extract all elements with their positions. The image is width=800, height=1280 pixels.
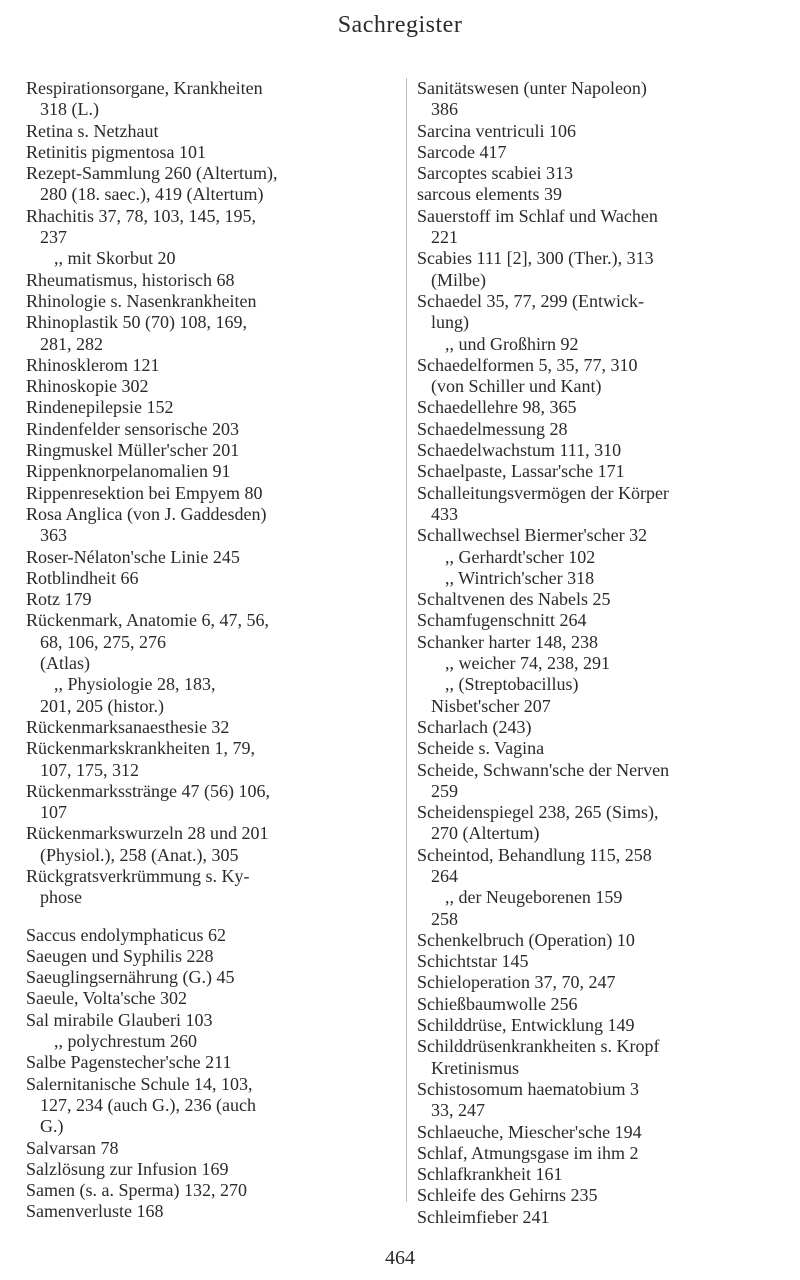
index-entry <box>417 291 777 355</box>
index-entry <box>26 547 401 568</box>
index-entry <box>26 1052 401 1073</box>
index-entry-heading: Retinitis pigmentosa 101 <box>26 141 206 162</box>
index-entry-heading: Schaedelmessung 28 <box>417 418 568 439</box>
index-entry-heading: Rippenresektion bei Empyem 80 <box>26 482 263 503</box>
index-entry-continuation: 237 <box>40 227 67 248</box>
index-entry-heading: Schaedelwachstum 111, 310 <box>417 440 622 461</box>
index-entry-heading: Schleife des Gehirns 235 <box>417 1185 598 1206</box>
index-entry <box>26 483 401 504</box>
index-entry <box>26 142 401 163</box>
index-entry-continuation: ,, mit Skorbut 20 <box>54 248 176 269</box>
index-entry-heading: Rosa Anglica (von J. Gaddesden) <box>26 503 267 524</box>
index-entry-heading: Rückenmarkswurzeln 28 und 201 <box>26 823 269 844</box>
index-entry-heading: Scheide s. Vagina <box>417 738 545 759</box>
index-entry-continuation: Nisbet'scher 207 <box>431 695 551 716</box>
index-entry <box>26 504 401 547</box>
index-entry-heading: Scabies 111 [2], 300 (Ther.), 313 <box>417 248 654 269</box>
index-entry-continuation: lung) <box>431 312 469 333</box>
index-entry-heading: Rhinologie s. Nasenkrankheiten <box>26 290 257 311</box>
index-column-right <box>417 78 777 1228</box>
index-entry-heading: Schichtstar 145 <box>417 951 529 972</box>
index-entry-heading: Schallwechsel Biermer'scher 32 <box>417 525 648 546</box>
index-entry-continuation: ,, weicher 74, 238, 291 <box>445 653 610 674</box>
index-entry <box>26 1159 401 1180</box>
index-entry-continuation: 270 (Altertum) <box>431 823 540 844</box>
index-entry-heading: Rheumatismus, historisch 68 <box>26 269 235 290</box>
index-entry-heading: sarcous elements 39 <box>417 184 562 205</box>
index-entry-heading: Schaelpaste, Lassar'sche 171 <box>417 461 625 482</box>
index-entry-heading: Samen (s. a. Sperma) 132, 270 <box>26 1180 247 1201</box>
index-entry <box>417 589 777 610</box>
index-entry <box>417 738 777 759</box>
index-entry <box>417 163 777 184</box>
index-entry-continuation: ,, polychrestum 260 <box>54 1031 197 1052</box>
index-entry <box>417 397 777 418</box>
index-entry-continuation: ,, Wintrich'scher 318 <box>445 567 595 588</box>
index-entry-continuation: 221 <box>431 227 458 248</box>
index-entry <box>26 206 401 270</box>
index-entry-heading: Schaedellehre 98, 365 <box>417 397 577 418</box>
index-entry-heading: Saeule, Volta'sche 302 <box>26 988 188 1009</box>
index-entry-heading: Saeugen und Syphilis 228 <box>26 945 214 966</box>
index-entry <box>26 461 401 482</box>
index-entry-heading: Schlafkrankheit 161 <box>417 1164 563 1185</box>
index-entry-continuation: 281, 282 <box>40 333 103 354</box>
index-entry-heading: Rückenmarkskrankheiten 1, 79, <box>26 738 255 759</box>
index-entry-continuation: 258 <box>431 908 458 929</box>
index-entry <box>417 1143 777 1164</box>
index-entry <box>26 397 401 418</box>
index-entry <box>26 823 401 866</box>
index-entry-heading: Schleimfieber 241 <box>417 1206 550 1227</box>
index-entry-continuation: 127, 234 (auch G.), 236 (auch <box>40 1094 256 1115</box>
index-entry-heading: Sarcoptes scabiei 313 <box>417 163 573 184</box>
index-entry-continuation: G.) <box>40 1116 64 1137</box>
index-entry-heading: Sarcina ventriculi 106 <box>417 120 576 141</box>
index-entry <box>417 483 777 526</box>
index-entry <box>417 440 777 461</box>
index-entry-heading: Schanker harter 148, 238 <box>417 631 598 652</box>
index-entry <box>26 355 401 376</box>
index-entry-heading: Samenverluste 168 <box>26 1201 164 1222</box>
index-entry <box>417 717 777 738</box>
index-entry-heading: Respirationsorgane, Krankheiten <box>26 78 263 98</box>
index-entry-continuation: Kretinismus <box>431 1057 519 1078</box>
index-entry <box>26 925 401 946</box>
index-entry-heading: Rindenepilepsie 152 <box>26 397 174 418</box>
index-entry <box>417 1122 777 1143</box>
index-entry <box>417 994 777 1015</box>
index-entry <box>26 866 401 909</box>
index-entry-heading: Salbe Pagenstecher'sche 211 <box>26 1052 232 1073</box>
index-entry <box>26 781 401 824</box>
index-entry <box>26 1074 401 1138</box>
index-entry <box>417 610 777 631</box>
index-entry-heading: Saccus endolymphaticus 62 <box>26 924 226 945</box>
index-entry <box>26 946 401 967</box>
index-entry <box>26 121 401 142</box>
index-entry-heading: Schaedelformen 5, 35, 77, 310 <box>417 354 638 375</box>
index-entry-heading: Schieloperation 37, 70, 247 <box>417 972 616 993</box>
index-entry-heading: Rippenknorpelanomalien 91 <box>26 461 231 482</box>
index-entry-heading: Rezept-Sammlung 260 (Altertum), <box>26 163 278 184</box>
index-entry <box>26 440 401 461</box>
index-entry <box>417 1079 777 1122</box>
index-entry-heading: Schamfugenschnitt 264 <box>417 610 587 631</box>
index-entry <box>26 312 401 355</box>
index-entry-continuation: 433 <box>431 503 458 524</box>
index-entry-heading: Schlaeuche, Miescher'sche 194 <box>417 1121 642 1142</box>
index-entry <box>417 1036 777 1079</box>
index-entry <box>26 717 401 738</box>
index-entry-heading: Rhinoskopie 302 <box>26 376 149 397</box>
column-divider <box>406 78 407 1202</box>
index-entry <box>26 967 401 988</box>
index-entry-heading: Rückgratsverkrümmung s. Ky- <box>26 865 250 886</box>
index-entry <box>417 419 777 440</box>
index-entry <box>26 419 401 440</box>
index-entry <box>417 930 777 951</box>
index-entry-heading: Sal mirabile Glauberi 103 <box>26 1009 213 1030</box>
page-number: 464 <box>385 1247 415 1269</box>
index-entry-heading: Schenkelbruch (Operation) 10 <box>417 929 635 950</box>
index-entry-heading: Schlaf, Atmungsgase im ihm 2 <box>417 1142 639 1163</box>
index-entry-heading: Salernitanische Schule 14, 103, <box>26 1073 253 1094</box>
index-entry <box>417 142 777 163</box>
index-entry-heading: Rotz 179 <box>26 589 92 610</box>
index-entry <box>26 376 401 397</box>
index-entry-continuation: 264 <box>431 865 458 886</box>
index-entry-continuation: ,, der Neugeborenen 159 <box>445 887 623 908</box>
index-entry <box>417 525 777 589</box>
index-entry <box>26 1180 401 1201</box>
index-entry-heading: Rückenmarksstränge 47 (56) 106, <box>26 780 270 801</box>
index-entry <box>417 845 777 930</box>
index-entry-continuation: ,, Gerhardt'scher 102 <box>445 546 596 567</box>
index-entry <box>417 248 777 291</box>
index-entry <box>417 951 777 972</box>
index-entry-heading: Sarcode 417 <box>417 141 507 162</box>
index-entry-continuation: 280 (18. saec.), 419 (Altertum) <box>40 184 264 205</box>
index-entry-heading: Schießbaumwolle 256 <box>417 993 578 1014</box>
index-entry-continuation: (Physiol.), 258 (Anat.), 305 <box>40 844 239 865</box>
index-entry <box>417 760 777 803</box>
index-entry-heading: Scheidenspiegel 238, 265 (Sims), <box>417 802 659 823</box>
index-entry-heading: Schilddrüsenkrankheiten s. Kropf <box>417 1036 660 1057</box>
index-entry-heading: Schalleitungsvermögen der Körper <box>417 482 669 503</box>
index-entry <box>417 1164 777 1185</box>
index-entry <box>417 184 777 205</box>
index-entry-continuation: phose <box>40 887 82 908</box>
index-entry-heading: Sanitätswesen (unter Napoleon) <box>417 78 647 98</box>
index-entry-continuation: (Milbe) <box>431 269 486 290</box>
index-entry-heading: Saeuglingsernährung (G.) 45 <box>26 967 235 988</box>
index-entry-continuation: 33, 247 <box>431 1100 485 1121</box>
index-entry <box>417 461 777 482</box>
index-entry <box>417 1015 777 1036</box>
index-entry <box>417 972 777 993</box>
index-entry-heading: Rhachitis 37, 78, 103, 145, 195, <box>26 205 256 226</box>
index-entry-continuation: ,, Physiologie 28, 183, <box>54 674 216 695</box>
index-entry-continuation: 107, 175, 312 <box>40 759 139 780</box>
index-entry-heading: Schaedel 35, 77, 299 (Entwick- <box>417 290 644 311</box>
index-entry-heading: Rückenmarksanaesthesie 32 <box>26 716 230 737</box>
index-entry-continuation: ,, (Streptobacillus) <box>445 674 579 695</box>
index-entry-heading: Scheide, Schwann'sche der Nerven <box>417 759 670 780</box>
index-entry <box>26 568 401 589</box>
index-entry-continuation: ,, und Großhirn 92 <box>445 333 579 354</box>
index-entry <box>26 988 401 1009</box>
index-entry <box>417 1185 777 1206</box>
index-entry <box>417 1207 777 1228</box>
index-entry-heading: Rückenmark, Anatomie 6, 47, 56, <box>26 610 269 631</box>
index-entry-continuation: 259 <box>431 780 458 801</box>
index-entry-heading: Rhinosklerom 121 <box>26 354 160 375</box>
index-entry <box>26 1201 401 1222</box>
index-entry <box>26 270 401 291</box>
index-entry-heading: Schistosomum haematobium 3 <box>417 1078 639 1099</box>
index-entry <box>26 610 401 716</box>
index-entry <box>417 78 777 121</box>
index-entry-continuation: 68, 106, 275, 276 <box>40 631 166 652</box>
index-entry <box>26 738 401 781</box>
index-entry <box>26 1138 401 1159</box>
index-entry <box>417 121 777 142</box>
index-entry-continuation: 363 <box>40 525 67 546</box>
section-gap <box>26 909 401 925</box>
index-entry-heading: Rindenfelder sensorische 203 <box>26 418 239 439</box>
index-entry-heading: Scheintod, Behandlung 115, 258 <box>417 844 652 865</box>
index-entry-heading: Rotblindheit 66 <box>26 567 139 588</box>
index-entry-heading: Salzlösung zur Infusion 169 <box>26 1158 229 1179</box>
index-entry-heading: Scharlach (243) <box>417 716 532 737</box>
page-header: Sachregister <box>337 12 463 38</box>
index-entry-continuation: 201, 205 (histor.) <box>40 695 164 716</box>
index-entry <box>26 589 401 610</box>
index-entry-heading: Sauerstoff im Schlaf und Wachen <box>417 205 658 226</box>
index-entry <box>26 291 401 312</box>
index-entry <box>26 1010 401 1053</box>
index-entry-continuation: 107 <box>40 802 67 823</box>
index-entry-heading: Retina s. Netzhaut <box>26 120 159 141</box>
index-entry <box>417 206 777 249</box>
index-entry-heading: Ringmuskel Müller'scher 201 <box>26 440 240 461</box>
index-entry-heading: Schilddrüse, Entwicklung 149 <box>417 1015 635 1036</box>
index-entry-heading: Salvarsan 78 <box>26 1137 119 1158</box>
index-entry <box>26 78 401 121</box>
index-entry <box>417 632 777 717</box>
index-entry <box>417 802 777 845</box>
index-entry-continuation: 386 <box>431 99 458 120</box>
index-entry <box>26 163 401 206</box>
index-entry-heading: Roser-Nélaton'sche Linie 245 <box>26 546 240 567</box>
index-entry-heading: Rhinoplastik 50 (70) 108, 169, <box>26 312 247 333</box>
index-column-left <box>26 78 401 1223</box>
index-entry-continuation: (Atlas) <box>40 653 90 674</box>
index-entry-continuation: 318 (L.) <box>40 99 99 120</box>
index-entry-continuation: (von Schiller und Kant) <box>431 376 602 397</box>
index-entry-heading: Schaltvenen des Nabels 25 <box>417 589 611 610</box>
index-entry <box>417 355 777 398</box>
